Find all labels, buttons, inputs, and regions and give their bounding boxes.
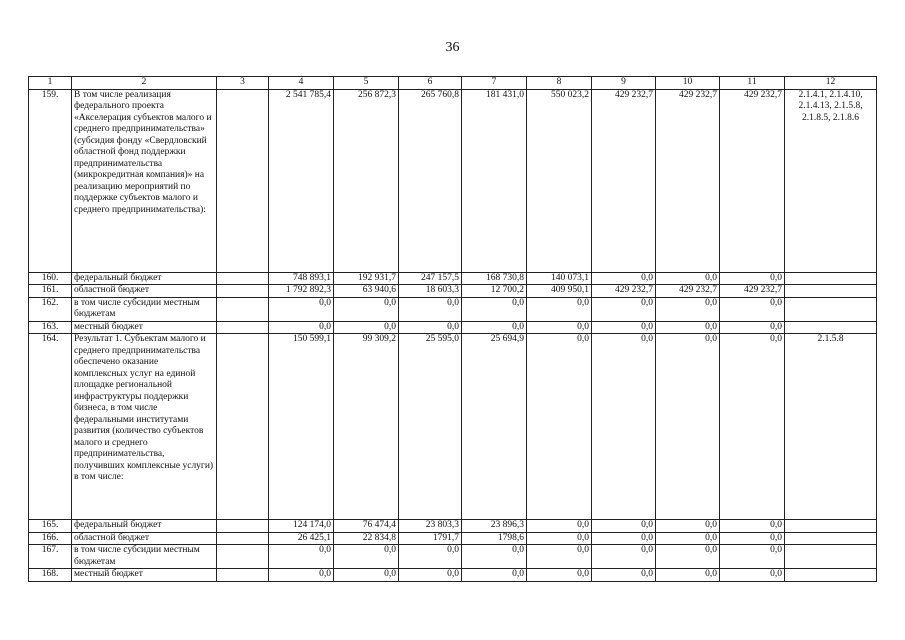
row-number: 163.: [29, 321, 72, 334]
col6-value: 0,0: [399, 569, 462, 582]
col11-value: 0,0: [720, 272, 785, 285]
codes-cell: 2.1.4.1, 2.1.4.10, 2.1.4.13, 2.1.5.8, 2.1.8.5, 2.1.8.6: [785, 89, 877, 272]
codes-cell: [785, 532, 877, 545]
col5-value: 22 834,8: [334, 532, 399, 545]
col6-value: 18 603,3: [399, 285, 462, 298]
col7-value: 0,0: [462, 297, 527, 321]
table-row: [29, 569, 877, 582]
table-row: [29, 545, 877, 569]
col5-value: 63 940,6: [334, 285, 399, 298]
codes-cell: [785, 545, 877, 569]
col3-cell: [217, 520, 269, 533]
header-cell: 6: [399, 77, 462, 90]
col10-value: 0,0: [656, 272, 720, 285]
col3-cell: [217, 272, 269, 285]
header-cell: 8: [527, 77, 592, 90]
col6-value: 0,0: [399, 545, 462, 569]
col10-value: 429 232,7: [656, 285, 720, 298]
col4-value: 0,0: [269, 297, 334, 321]
col5-value: 0,0: [334, 569, 399, 582]
col3-cell: [217, 532, 269, 545]
col9-value: 429 232,7: [592, 89, 656, 272]
header-cell: 4: [269, 77, 334, 90]
col8-value: 0,0: [527, 297, 592, 321]
table-row: [29, 89, 877, 272]
header-cell: 5: [334, 77, 399, 90]
col9-value: 429 232,7: [592, 285, 656, 298]
col4-value: 0,0: [269, 321, 334, 334]
col6-value: 265 760,8: [399, 89, 462, 272]
col7-value: 25 694,9: [462, 334, 527, 520]
row-name: местный бюджет: [72, 321, 217, 334]
codes-cell: [785, 297, 877, 321]
col4-value: 1 792 892,3: [269, 285, 334, 298]
col7-value: 0,0: [462, 569, 527, 582]
col9-value: 0,0: [592, 520, 656, 533]
col9-value: 0,0: [592, 545, 656, 569]
col5-value: 0,0: [334, 545, 399, 569]
col4-value: 0,0: [269, 569, 334, 582]
table-row: [29, 520, 877, 533]
col5-value: 0,0: [334, 321, 399, 334]
col4-value: 748 893,1: [269, 272, 334, 285]
col3-cell: [217, 545, 269, 569]
col6-value: 0,0: [399, 321, 462, 334]
col7-value: 0,0: [462, 321, 527, 334]
col10-value: 0,0: [656, 297, 720, 321]
col10-value: 0,0: [656, 321, 720, 334]
col7-value: 1798,6: [462, 532, 527, 545]
row-name: федеральный бюджет: [72, 272, 217, 285]
table-row: [29, 272, 877, 285]
col10-value: 0,0: [656, 520, 720, 533]
header-row: [29, 77, 877, 90]
col6-value: 0,0: [399, 297, 462, 321]
col8-value: 409 950,1: [527, 285, 592, 298]
col9-value: 0,0: [592, 569, 656, 582]
row-number: 166.: [29, 532, 72, 545]
col11-value: 0,0: [720, 321, 785, 334]
row-number: 165.: [29, 520, 72, 533]
col3-cell: [217, 297, 269, 321]
col3-cell: [217, 569, 269, 582]
codes-cell: 2.1.5.8: [785, 334, 877, 520]
col11-value: 429 232,7: [720, 285, 785, 298]
col11-value: 0,0: [720, 569, 785, 582]
header-cell: 12: [785, 77, 877, 90]
table-row: [29, 297, 877, 321]
col10-value: 0,0: [656, 334, 720, 520]
row-number: 167.: [29, 545, 72, 569]
col4-value: 0,0: [269, 545, 334, 569]
col4-value: 2 541 785,4: [269, 89, 334, 272]
page-number: 36: [445, 40, 460, 55]
col9-value: 0,0: [592, 321, 656, 334]
row-number: 159.: [29, 89, 72, 272]
row-name: областной бюджет: [72, 285, 217, 298]
row-name: В том числе реализация федерального проекта «Акселерация субъектов малого и среднего предпринимательства» (субсидия фонду «Свердловский областной фонд поддержки предпринимательства (микрокредитная компания)» на реализацию мероприятий по поддержке субъектов малого и среднего предпринимательства):: [72, 89, 217, 272]
col11-value: 0,0: [720, 297, 785, 321]
row-number: 164.: [29, 334, 72, 520]
col3-cell: [217, 321, 269, 334]
col5-value: 192 931,7: [334, 272, 399, 285]
col4-value: 124 174,0: [269, 520, 334, 533]
codes-cell: [785, 520, 877, 533]
col8-value: 0,0: [527, 569, 592, 582]
table-row: [29, 321, 877, 334]
col3-cell: [217, 89, 269, 272]
col10-value: 0,0: [656, 569, 720, 582]
col6-value: 23 803,3: [399, 520, 462, 533]
col8-value: 0,0: [527, 520, 592, 533]
col5-value: 99 309,2: [334, 334, 399, 520]
budget-table: [28, 76, 877, 582]
col11-value: 429 232,7: [720, 89, 785, 272]
row-number: 160.: [29, 272, 72, 285]
header-cell: 3: [217, 77, 269, 90]
col5-value: 76 474,4: [334, 520, 399, 533]
col10-value: 0,0: [656, 532, 720, 545]
col7-value: 168 730,8: [462, 272, 527, 285]
col4-value: 150 599,1: [269, 334, 334, 520]
col3-cell: [217, 285, 269, 298]
col9-value: 0,0: [592, 297, 656, 321]
col11-value: 0,0: [720, 520, 785, 533]
header-cell: 1: [29, 77, 72, 90]
row-name: в том числе субсидии местным бюджетам: [72, 545, 217, 569]
col8-value: 0,0: [527, 321, 592, 334]
row-name: федеральный бюджет: [72, 520, 217, 533]
col10-value: 429 232,7: [656, 89, 720, 272]
col5-value: 0,0: [334, 297, 399, 321]
col5-value: 256 872,3: [334, 89, 399, 272]
col6-value: 247 157,5: [399, 272, 462, 285]
col8-value: 0,0: [527, 532, 592, 545]
col11-value: 0,0: [720, 532, 785, 545]
row-name: в том числе субсидии местным бюджетам: [72, 297, 217, 321]
col7-value: 12 700,2: [462, 285, 527, 298]
col9-value: 0,0: [592, 272, 656, 285]
col7-value: 23 896,3: [462, 520, 527, 533]
col6-value: 25 595,0: [399, 334, 462, 520]
header-cell: 11: [720, 77, 785, 90]
row-name: областной бюджет: [72, 532, 217, 545]
col11-value: 0,0: [720, 545, 785, 569]
table-row: [29, 334, 877, 520]
codes-cell: [785, 272, 877, 285]
header-cell: 10: [656, 77, 720, 90]
table-row: [29, 285, 877, 298]
row-number: 161.: [29, 285, 72, 298]
col8-value: 0,0: [527, 545, 592, 569]
col7-value: 0,0: [462, 545, 527, 569]
header-cell: 2: [72, 77, 217, 90]
col4-value: 26 425,1: [269, 532, 334, 545]
row-number: 168.: [29, 569, 72, 582]
col6-value: 1791,7: [399, 532, 462, 545]
col7-value: 181 431,0: [462, 89, 527, 272]
col11-value: 0,0: [720, 334, 785, 520]
col8-value: 0,0: [527, 334, 592, 520]
codes-cell: [785, 321, 877, 334]
col8-value: 140 073,1: [527, 272, 592, 285]
codes-cell: [785, 569, 877, 582]
header-cell: 7: [462, 77, 527, 90]
col3-cell: [217, 334, 269, 520]
col10-value: 0,0: [656, 545, 720, 569]
header-cell: 9: [592, 77, 656, 90]
row-number: 162.: [29, 297, 72, 321]
table-row: [29, 532, 877, 545]
col9-value: 0,0: [592, 532, 656, 545]
row-name: местный бюджет: [72, 569, 217, 582]
col9-value: 0,0: [592, 334, 656, 520]
col8-value: 550 023,2: [527, 89, 592, 272]
row-name: Результат 1. Субъектам малого и среднего предпринимательства обеспечено оказание комплексных услуг на единой площадке региональной инфраструктуры поддержки бизнеса, в том числе федеральными институтами развития (количество субъектов малого и среднего предпринимательства, получивших комплексные услуги) в том числе:: [72, 334, 217, 520]
codes-cell: [785, 285, 877, 298]
